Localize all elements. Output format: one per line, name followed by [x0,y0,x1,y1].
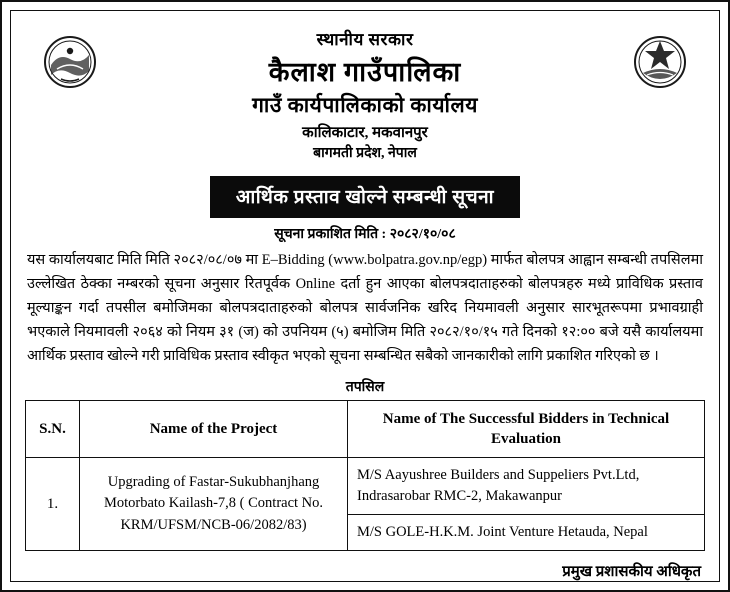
notice-body-paragraph: यस कार्यालयबाट मिति मिति २०८२/०८/०७ मा E–Bidding (www.bolpatra.gov.np/egp) मार्फत बोलपत्र आह्वान सम्बन्धी तपसिलमा उल्लेखित ठेक्का नम्बरको सूचना अनुसार रितपूर्वक Online दर्ता हुन आएका बोलपत्रदाताहरुको बोलपत्रहरु मध्ये प्राविधिक प्रस्ताव मूल्याङ्कन गर्दा तपसील बमोजिमका बोलपत्रदाताहरुको बोलपत्र सार्वजनिक खरिद नियमावली अनुसार सारभूतरूपमा प्रभावग्राही भएकाले नियमावली २०६४ को नियम ३१ (ज) को उपनियम (५) बमोजिम मिति २०८२/१०/१५ गते दिनको १२:०० बजे यसै कार्यालयमा आर्थिक प्रस्ताव खोल्ने गरी प्राविधिक प्रस्ताव स्वीकृत भएको सूचना सम्बन्धित सबैको जानकारीको लागि प्रकाशित गरिएको छ । [27,252,703,364]
address-line-1: कालिकाटार, मकवानपुर [302,125,428,141]
footer-signature: प्रमुख प्रशासकीय अधिकृत [562,564,701,581]
cell-bidders [348,458,705,551]
nepal-national-emblem-icon [633,35,687,89]
bidders-table [25,400,705,552]
header-bidders: Name of The Successful Bidders in Technical Evaluation [348,400,705,458]
government-line: स्थानीय सरकार [316,30,414,49]
municipality-emblem-icon [43,35,97,89]
table-row [26,458,705,551]
notice-title-wrap [25,176,705,218]
bidder-entry: M/S GOLE-H.K.M. Joint Venture Hetauda, Nepal [357,524,648,541]
tapasil-label: तपसिल [345,379,385,395]
header-sn: S.N. [26,400,80,458]
municipality-name: कैलाश गाउँपालिका [268,57,462,87]
document-header [25,21,705,168]
notice-title: आर्थिक प्रस्ताव खोल्ने सम्बन्धी सूचना [210,176,520,218]
table-head [26,400,705,458]
table-body [26,458,705,551]
address-line-2: बागमती प्रदेश, नेपाल [313,146,417,161]
table-header-row [26,400,705,458]
notice-body [25,247,705,369]
notice-inner-frame [10,10,720,582]
bidder-entry: M/S Aayushree Builders and Suppeliers Pvt.Ltd, Indrasarobar RMC-2, Makawanpur [348,458,704,515]
header-project: Name of the Project [80,400,348,458]
publish-date: सूचना प्रकाशित मिति : २०८२/१०/०८ [274,227,456,242]
cell-sn: 1. [26,458,80,551]
office-name: गाउँ कार्यपालिकाको कार्यालय [252,93,478,117]
cell-project: Upgrading of Fastar-Sukubhanjhang Motorbato Kailash-7,8 ( Contract No. KRM/UFSM/NCB-06/2082/83) [80,458,348,551]
